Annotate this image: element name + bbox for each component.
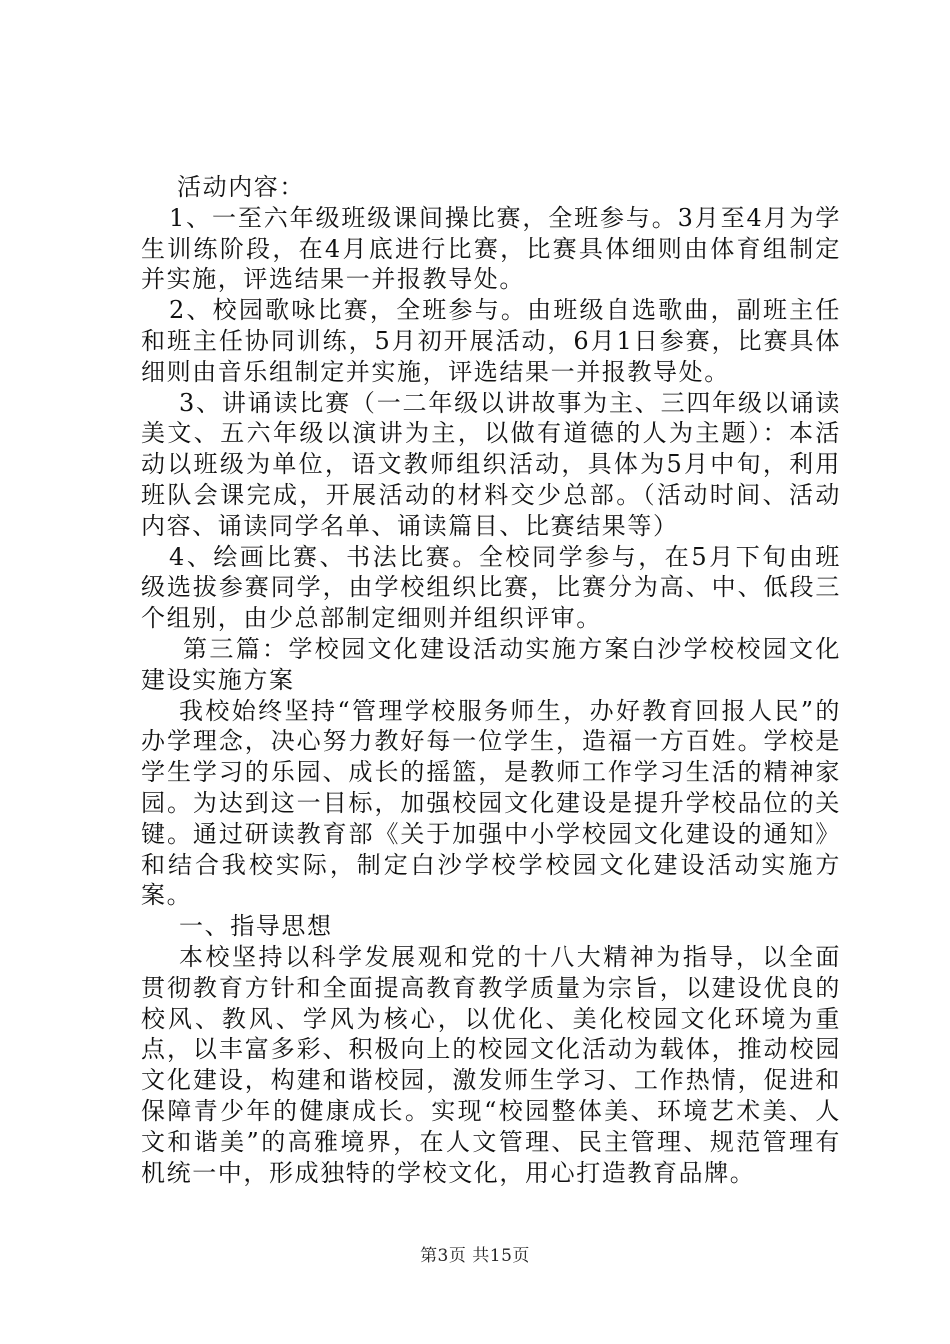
section-heading-guiding-ideology: 一、指导思想 (179, 912, 333, 941)
paragraph-item-1: 1、一至六年级班级课间操比赛，全班参与。3月至4月为学生训练阶段，在4月底进行比赛，比赛具体细则由体育组制定并实施，评选结果一并报教导处。 (141, 203, 841, 294)
paragraph-introduction: 我校始终坚持“管理学校服务师生，办好教育回报人民”的办学理念，决心努力教好每一位学生，造福一方百姓。学校是学生学习的乐园、成长的摇篮，是教师工作学习生活的精神家园。为达到这一目标，加强校园文化建设是提升学校品位的关键。通过研读教育部《关于加强中小学校园文化建设的通知》和结合我校实际，制定白沙学校学校园文化建设活动实施方案。 (141, 696, 841, 910)
section-heading-activity-content: 活动内容： (177, 173, 305, 201)
paragraph-guiding-ideology: 本校坚持以科学发展观和党的十八大精神为指导，以全面贯彻教育方针和全面提高教育教学质量为宗旨，以建设优良的校风、教风、学风为核心，以优化、美化校园文化环境为重点，以丰富多彩、积极向上的校园文化活动为载体，推动校园文化建设，构建和谐校园，激发师生学习、工作热情，促进和保障青少年的健康成长。实现“校园整体美、环境艺术美、人文和谐美”的高雅境界，在人文管理、民主管理、规范管理有机统一中，形成独特的学校文化，用心打造教育品牌。 (141, 942, 841, 1187)
paragraph-item-3: 3、讲诵读比赛（一二年级以讲故事为主、三四年级以诵读美文、五六年级以演讲为主，以做有道德的人为主题）：本活动以班级为单位，语文教师组织活动，具体为5月中旬，利用班队会课完成，开展活动的材料交少总部。（活动时间、活动内容、诵读同学名单、诵读篇目、比赛结果等） (141, 388, 841, 540)
paragraph-item-2: 2、校园歌咏比赛，全班参与。由班级自选歌曲，副班主任和班主任协同训练，5月初开展活动，6月1日参赛，比赛具体细则由音乐组制定并实施，评选结果一并报教导处。 (141, 296, 841, 386)
page-number-footer: 第3页 共15页 (420, 1246, 530, 1266)
chapter-title: 第三篇：学校园文化建设活动实施方案白沙学校校园文化建设实施方案 (141, 634, 841, 694)
document-body (141, 172, 841, 1188)
paragraph-item-4: 4、绘画比赛、书法比赛。全校同学参与，在5月下旬由班级选拔参赛同学，由学校组织比赛，比赛分为高、中、低段三个组别，由少总部制定细则并组织评审。 (141, 542, 841, 633)
